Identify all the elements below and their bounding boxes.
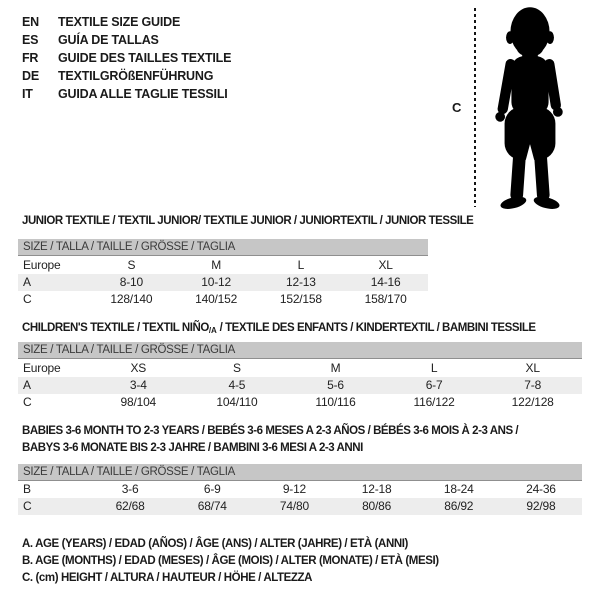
cell: 110/116 xyxy=(315,395,356,409)
cell: 3-4 xyxy=(129,378,147,392)
children-size-table xyxy=(18,342,582,411)
language-label: TEXTILE SIZE GUIDE xyxy=(58,15,181,29)
table-row xyxy=(18,394,582,411)
size-header-bar: SIZE / TALLA / TAILLE / GRÖSSE / TAGLIA xyxy=(18,342,582,359)
children-title-subscript: /A xyxy=(208,326,217,335)
junior-size-table xyxy=(18,239,428,308)
babies-section-title xyxy=(22,423,518,457)
cell: 104/110 xyxy=(216,395,258,409)
cell: 86/92 xyxy=(444,499,474,513)
language-label: GUÍA DE TALLAS xyxy=(58,33,159,47)
cell: 9-12 xyxy=(282,482,307,496)
footnote-a: A. AGE (YEARS) / EDAD (AÑOS) / ÂGE (ANS) / ALTER (JAHRE) / ETÀ (ANNI) xyxy=(22,538,408,550)
cell: XL xyxy=(525,361,540,375)
cell: 7-8 xyxy=(524,378,542,392)
children-title-text: CHILDREN'S TEXTILE / TEXTIL NIÑO xyxy=(22,322,209,334)
cell: 62/68 xyxy=(115,499,145,513)
language-label: TEXTILGRÖßENFÜHRUNG xyxy=(58,69,214,83)
language-label: GUIDE DES TAILLES TEXTILE xyxy=(58,51,232,65)
language-row xyxy=(22,49,231,67)
cell: 68/74 xyxy=(197,499,227,513)
babies-size-table xyxy=(18,464,582,515)
cell: 92/98 xyxy=(526,499,556,513)
language-code: EN xyxy=(22,15,39,29)
cell: 10-12 xyxy=(201,275,231,289)
language-label: GUIDA ALLE TAGLIE TESSILI xyxy=(58,87,228,101)
children-section-title xyxy=(22,322,536,335)
footnote-c: C. (cm) HEIGHT / ALTURA / HAUTEUR / HÖHE / ALTEZZA xyxy=(22,572,313,584)
baby-silhouette xyxy=(486,5,574,211)
cell: XS xyxy=(130,361,147,375)
cell: 14-16 xyxy=(370,275,401,289)
row-label: Europe xyxy=(23,361,61,375)
cell: L xyxy=(297,258,305,272)
row-label: Europe xyxy=(23,258,61,272)
cell: 8-10 xyxy=(119,275,143,289)
cell: 18-24 xyxy=(443,482,474,496)
size-header-bar: SIZE / TALLA / TAILLE / GRÖSSE / TAGLIA xyxy=(18,464,582,481)
cell: M xyxy=(211,258,222,272)
cell: 24-36 xyxy=(526,482,556,496)
cell: L xyxy=(430,361,438,375)
cell: 122/128 xyxy=(511,395,554,409)
cell: 6-9 xyxy=(203,482,221,496)
cell: 4-5 xyxy=(228,378,246,392)
cell: 5-6 xyxy=(327,378,344,392)
row-label: C xyxy=(23,499,32,513)
language-header xyxy=(22,13,231,103)
cell: 80/86 xyxy=(362,499,392,513)
row-label: C xyxy=(23,395,32,409)
table-row xyxy=(18,359,582,377)
table-row xyxy=(18,274,428,291)
cell: XL xyxy=(378,258,393,272)
cell: 128/140 xyxy=(110,292,153,306)
junior-section-title: JUNIOR TEXTILE / TEXTIL JUNIOR/ TEXTILE JUNIOR / JUNIORTEXTIL / JUNIOR TESSILE xyxy=(22,215,474,227)
size-header-bar: SIZE / TALLA / TAILLE / GRÖSSE / TAGLIA xyxy=(18,239,428,256)
cell: 12-13 xyxy=(286,275,316,289)
babies-title-line2: BABYS 3-6 MONATE BIS 2-3 JAHRE / BAMBINI 3-6 MESI A 2-3 ANNI xyxy=(22,442,363,454)
cell: S xyxy=(127,258,136,272)
cell: 3-6 xyxy=(121,482,139,496)
legend-footnotes xyxy=(22,536,439,587)
cell: S xyxy=(232,361,241,375)
table-row xyxy=(18,377,582,394)
language-row xyxy=(22,85,231,103)
language-code: IT xyxy=(22,87,33,101)
cell: 158/170 xyxy=(364,292,407,306)
language-code: DE xyxy=(22,69,39,83)
children-title-text: / TEXTILE DES ENFANTS / KINDERTEXTIL / BAMBINI TESSILE xyxy=(216,322,536,334)
cell: 98/104 xyxy=(120,395,157,409)
cell: 74/80 xyxy=(279,499,309,513)
row-label: B xyxy=(23,482,31,496)
table-row xyxy=(18,481,582,498)
height-measure-dashed-line xyxy=(474,8,476,207)
language-row xyxy=(22,13,231,31)
row-label: A xyxy=(23,275,31,289)
cell: 12-18 xyxy=(361,482,392,496)
footnote-b: B. AGE (MONTHS) / EDAD (MESES) / ÂGE (MOIS) / ALTER (MONATE) / ETÀ (MESI) xyxy=(22,555,439,567)
table-row xyxy=(18,498,582,515)
cell: 152/158 xyxy=(279,292,322,306)
table-row xyxy=(18,291,428,308)
language-row xyxy=(22,67,231,85)
cell: 140/152 xyxy=(195,292,238,306)
language-code: ES xyxy=(22,33,39,47)
row-label: C xyxy=(23,292,32,306)
cell: 116/122 xyxy=(413,395,455,409)
babies-title-line1: BABIES 3-6 MONTH TO 2-3 YEARS / BEBÉS 3-6 MESES A 2-3 AÑOS / BÉBÉS 3-6 MOIS À 2-3 ANS / xyxy=(22,425,519,437)
language-row xyxy=(22,31,231,49)
row-label: A xyxy=(23,378,31,392)
height-measure-label: C xyxy=(452,100,462,115)
cell: 6-7 xyxy=(425,378,443,392)
language-code: FR xyxy=(22,51,39,65)
table-row xyxy=(18,256,428,274)
cell: M xyxy=(330,361,341,375)
